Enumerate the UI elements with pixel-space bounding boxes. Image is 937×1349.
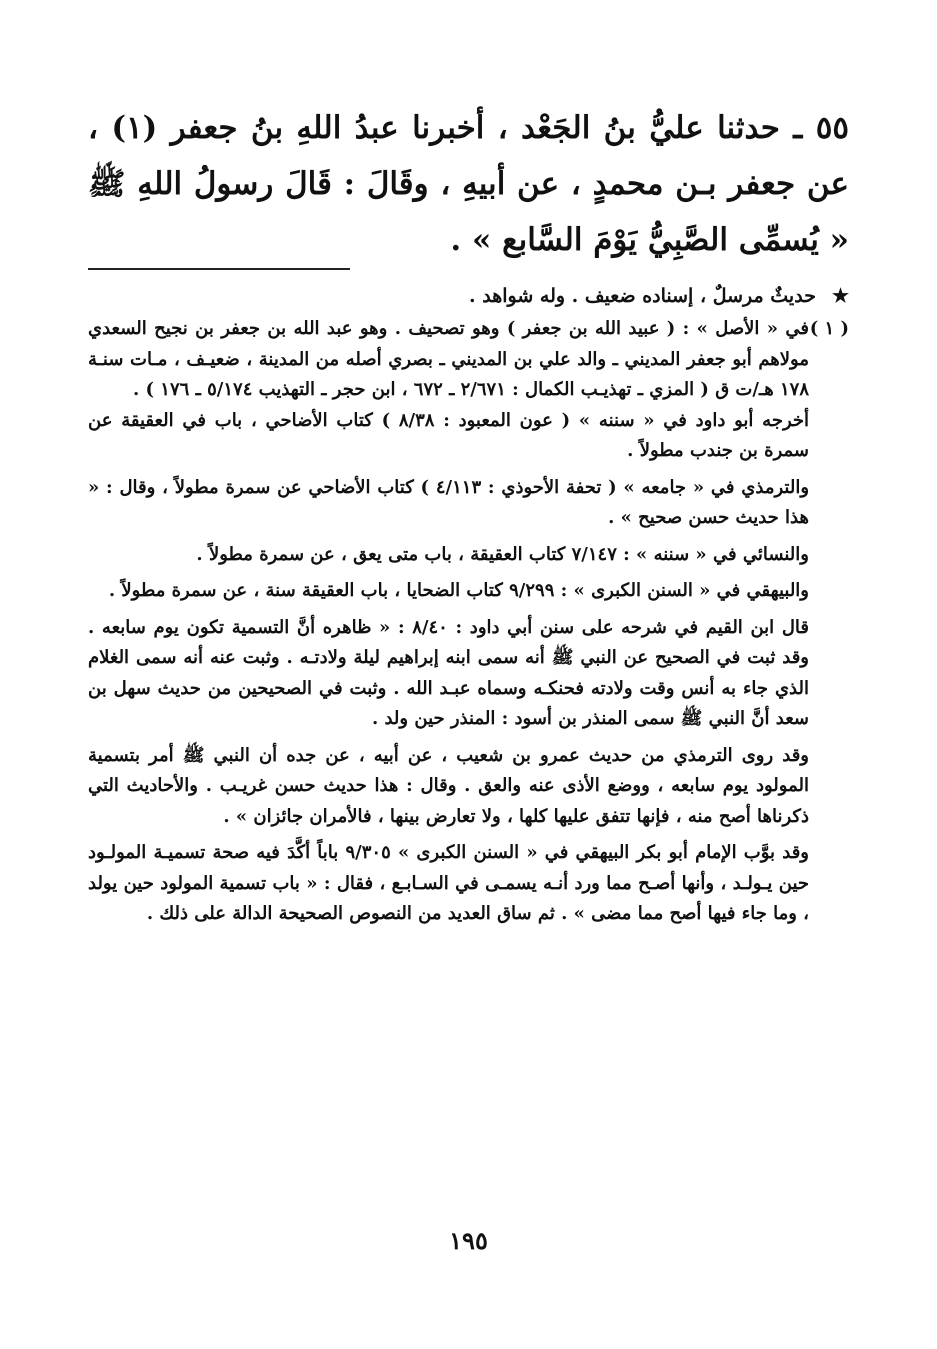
note-paragraph-nasai: والنسائي في « سننه » : ٧/١٤٧ كتاب العقيقة ، باب متى يعق ، عن سمرة مطولاً . xyxy=(196,543,809,565)
grading-line xyxy=(88,278,849,314)
hadith-number: ٥٥ ـ xyxy=(793,110,850,146)
footnote-text: في « الأصل » : ( عبيد الله بن جعفر ) وهو تصحيف . وهو عبد الله بن جعفر بن نجيح السعدي مولاهم أبو جعفر المديني ـ والد علي بن المديني ـ بصري أصله من المدينة ، ضعيـف ، مـات سنـة ١٧٨ هـ/ت ق ( المزي ـ تهذيـب الكمال : ٢/٦٧١ ـ ٦٧٢ ، ابن حجر ـ التهذيب ٥/١٧٤ ـ ١٧٦ ) . xyxy=(88,318,809,400)
grading-text: حديثٌ مرسلٌ ، إسناده ضعيف . وله شواهد . xyxy=(469,285,816,307)
page-number: ١٩٥ xyxy=(449,1226,488,1255)
note-paragraph-abu-dawud: أخرجه أبو داود في « سننه » ( عون المعبود : ٨/٣٨ ) كتاب الأضاحي ، باب في العقيقة عن سمرة بن جندب مطولاً . xyxy=(88,409,810,461)
hadith-body: حدثنا عليُّ بنُ الجَعْد ، أخبرنا عبدُ اللهِ بنُ جعفر (١) ، عن جعفر بـن محمدٍ ، عن أبيهِ ، وقَالَ : قَالَ رسولُ اللهِ ﷺ « يُسمِّى الصَّبِيُّ يَوْمَ السَّابع » . xyxy=(88,110,849,258)
note-paragraph-ibn-qayyim: قال ابن القيم في شرحه على سنن أبي داود : ٨/٤٠ : « ظاهره أنَّ التسمية تكون يوم سابعه . وقد ثبت في الصحيح عن النبي ﷺ أنه سمى ابنه إبراهيم ليلة ولادتـه . وثبت عنه أنه سمى الغلام الذي جاء به أنس وقت ولادته فحنكـه وسماه عبـد الله . وثبت في الصحيحين من حديث سهل بن سعد أنَّ النبي ﷺ سمى المنذر بن أسود : المنذر حين ولد . xyxy=(88,616,809,729)
note-paragraph-tirmidhi-amr: وقد روى الترمذي من حديث عمرو بن شعيب ، عن أبيه ، عن جده أن النبي ﷺ أمر بتسمية المولود يوم سابعه ، ووضع الأذى عنه والعق . وقال : هذا حديث حسن غريـب . والأحاديث التي ذكرناها أصح منه ، فإنها تتفق عليها كلها ، ولا تعارض بينها ، فالأمران جائزان » . xyxy=(88,744,809,827)
note-paragraph-bayhaqi-chapter: وقد بوَّب الإمام أبو بكر البيهقي في « السنن الكبرى » ٩/٣٠٥ باباً أكَّدَ فيه صحة تسميـة المولـود حين يـولـد ، وأنها أصـح مما ورد أنـه يسمـى في السـابـع ، فقال : « باب تسمية المولود حين يولد ، وما جاء فيها أصح مما مضى » . ثم ساق العديد من النصوص الصحيحة الدالة على ذلك . xyxy=(88,842,809,924)
footnote-1 xyxy=(88,314,849,406)
note-paragraph-tirmidhi: والترمذي في « جامعه » ( تحفة الأحوذي : ٤/١١٣ ) كتاب الأضاحي عن سمرة مطولاً ، وقال : « هذا حديث حسن صحيح » . xyxy=(88,476,810,528)
star-icon: ★ xyxy=(831,285,849,307)
footnotes xyxy=(88,314,849,936)
footnote-divider xyxy=(88,268,350,270)
footnote-marker: ( ١ ) xyxy=(809,318,849,339)
note-paragraph-bayhaqi: والبيهقي في « السنن الكبرى » : ٩/٢٩٩ كتاب الضحايا ، باب العقيقة سنة ، عن سمرة مطولاً . xyxy=(108,580,809,601)
hadith-text xyxy=(88,100,849,268)
